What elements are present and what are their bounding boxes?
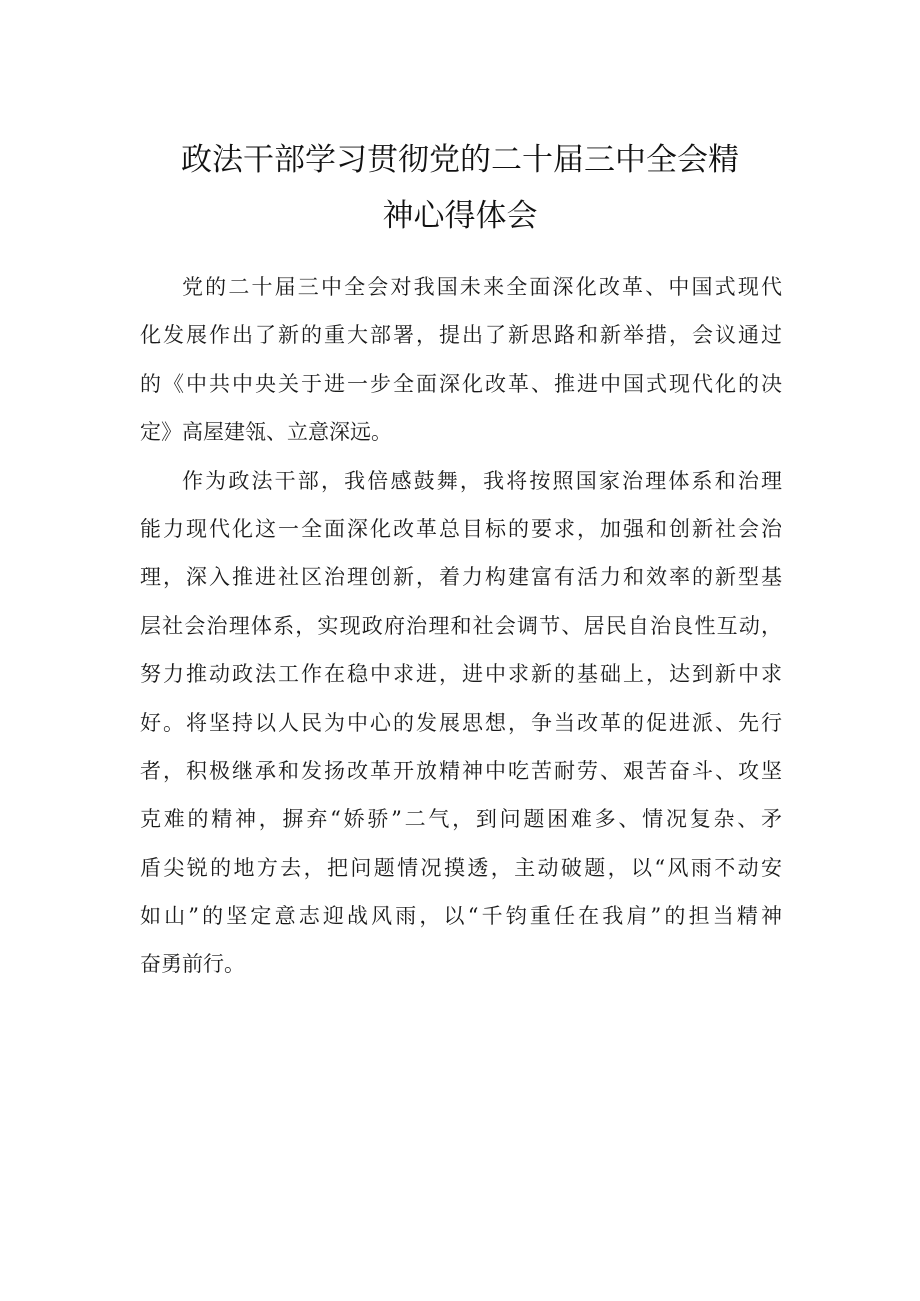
paragraph-line: 理，深入推进社区治理创新，着力构建富有活力和效率的新型基 bbox=[140, 565, 782, 590]
paragraph-line: 克难的精神，摒弃“娇骄”二气，到问题困难多、情况复杂、矛 bbox=[140, 807, 782, 832]
paragraph-line: 如山”的坚定意志迎战风雨，以“千钧重任在我肩”的担当精神 bbox=[140, 904, 782, 929]
paragraph-1 bbox=[140, 266, 782, 460]
paragraph-line: 者，积极继承和发扬改革开放精神中吃苦耐劳、艰苦奋斗、攻坚 bbox=[140, 758, 782, 783]
document-title-line-1: 政法干部学习贯彻党的二十届三中全会精 bbox=[181, 142, 739, 178]
document-body bbox=[140, 266, 782, 992]
document-title-line-2: 神心得体会 bbox=[382, 198, 538, 234]
paragraph-line: 作为政法干部，我倍感鼓舞，我将按照国家治理体系和治理 bbox=[182, 468, 782, 493]
paragraph-line: 奋勇前行。 bbox=[140, 952, 245, 977]
paragraph-line: 党的二十届三中全会对我国未来全面深化改革、中国式现代 bbox=[182, 275, 782, 299]
paragraph-line: 努力推动政法工作在稳中求进，进中求新的基础上，达到新中求 bbox=[140, 662, 782, 687]
paragraph-line: 能力现代化这一全面深化改革总目标的要求，加强和创新社会治 bbox=[140, 516, 782, 541]
paragraph-line: 层社会治理体系，实现政府治理和社会调节、居民自治良性互动， bbox=[140, 613, 782, 638]
paragraph-2 bbox=[140, 460, 782, 992]
paragraph-line: 盾尖锐的地方去，把问题情况摸透，主动破题，以“风雨不动安 bbox=[140, 855, 782, 880]
paragraph-line: 化发展作出了新的重大部署，提出了新思路和新举措，会议通过 bbox=[140, 323, 782, 348]
paragraph-line: 好。将坚持以人民为中心的发展思想，争当改革的促进派、先行 bbox=[140, 710, 782, 735]
paragraph-line: 定》高屋建瓴、立意深远。 bbox=[140, 420, 392, 445]
paragraph-line: 的《中共中央关于进一步全面深化改革、推进中国式现代化的决 bbox=[140, 371, 782, 396]
